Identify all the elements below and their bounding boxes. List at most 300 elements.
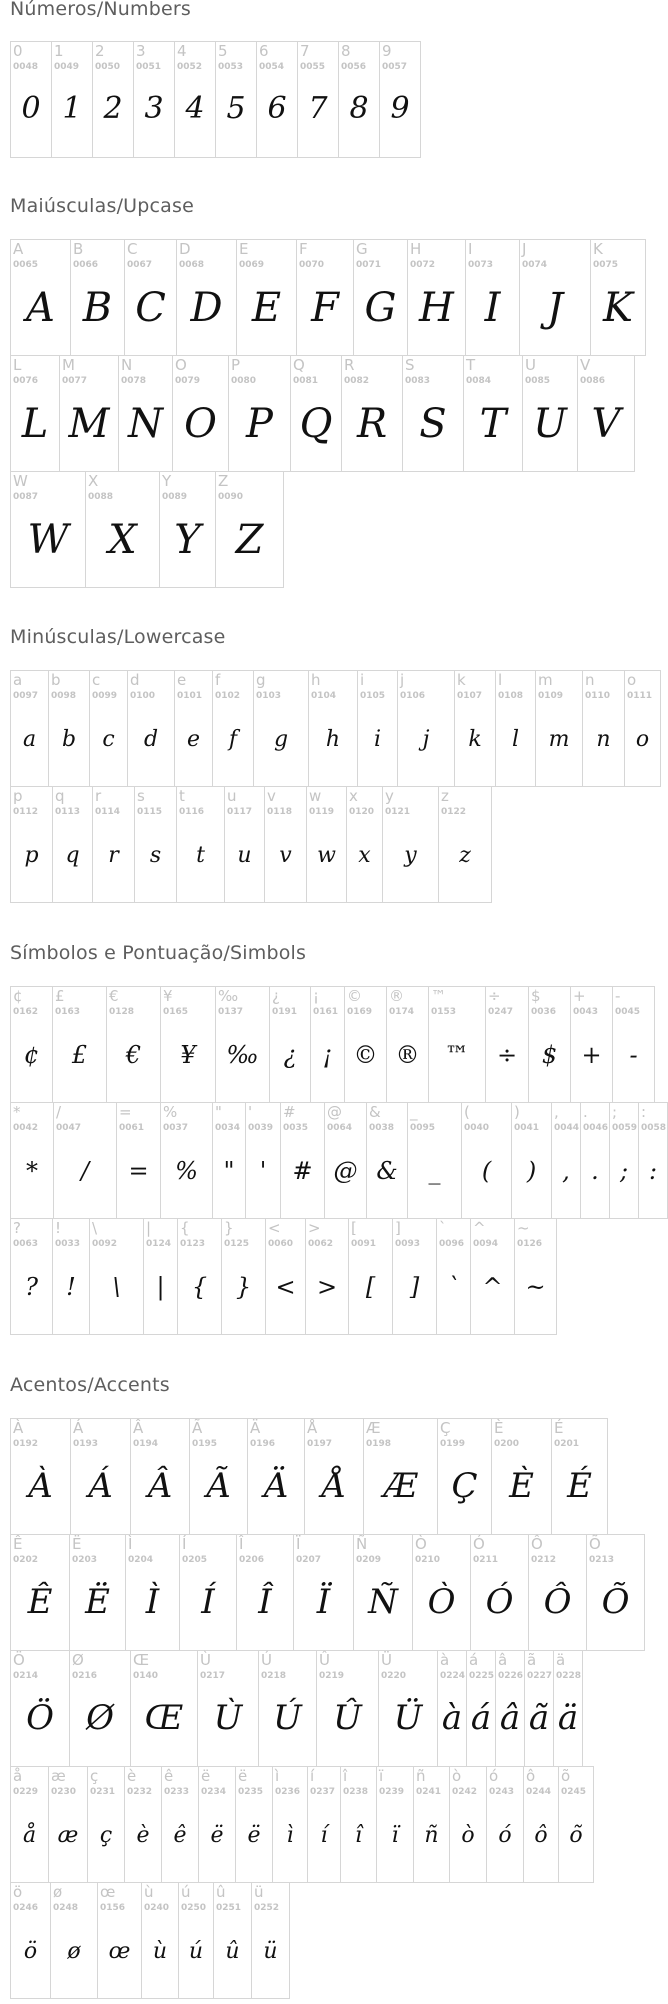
glyph-character-label: { [180,1219,190,1237]
glyph-code-label: 0202 [13,1555,39,1565]
glyph-code-label: 0040 [464,1123,490,1133]
glyph-character-label: N [121,356,133,374]
glyph-cell [179,1534,237,1651]
glyph-sample: J [546,285,564,331]
glyph-sample: r [108,843,119,868]
glyph-code-label: 0058 [641,1123,667,1133]
glyph-cell [290,355,342,472]
glyph-character-label: © [347,987,362,1005]
glyph-character-label: _ [410,1103,418,1121]
glyph-sample: _ [428,1157,441,1185]
glyph-sample: t [196,843,205,868]
glyph-cell [92,41,134,158]
glyph-character-label: ¡ [313,987,320,1005]
glyph-sample: l [511,727,520,752]
glyph-code-label: 0059 [612,1123,638,1133]
glyph-code-label: 0064 [327,1123,353,1133]
glyph-cell [316,1650,379,1767]
glyph-code-label: 0194 [133,1439,159,1449]
glyph-character-label: ê [164,1767,174,1785]
glyph-code-label: 0214 [13,1671,39,1681]
glyph-code-label: 0118 [267,807,293,817]
glyph-sample: U [533,401,567,447]
glyph-cell [590,239,646,356]
glyph-sample: k [468,727,482,752]
glyph-code-label: 0216 [72,1671,98,1681]
glyph-cell [10,670,49,787]
glyph-sample: R [356,401,388,447]
glyph-code-label: 0099 [92,691,118,701]
glyph-cell [612,986,655,1103]
glyph-cell [124,239,177,356]
glyph-cell [304,1418,364,1535]
glyph-character-label: ' [248,1103,253,1121]
glyph-sample: N [128,401,163,447]
glyph-cell [134,786,177,903]
glyph-cell [338,41,380,158]
accents-row-4 [10,1766,593,1883]
section-title-upcase: Maiúsculas/Upcase [10,195,195,217]
glyph-sample: / [80,1157,90,1185]
glyph-cell [212,1102,246,1219]
glyph-cell [174,41,216,158]
glyph-character-label: ô [526,1767,536,1785]
glyph-sample: { [191,1273,208,1301]
glyph-character-label: M [62,356,75,374]
glyph-code-label: 0213 [589,1555,615,1565]
glyph-cell [174,670,213,787]
glyph-cell [308,670,358,787]
glyph-sample: c [102,727,115,752]
glyph-cell [178,1882,214,1999]
glyph-character-label: : [641,1103,647,1121]
glyph-sample: \ [112,1273,121,1301]
glyph-code-label: 0195 [192,1439,218,1449]
glyph-code-label: 0094 [473,1239,499,1249]
glyph-sample: y [404,843,417,868]
glyph-character-label: T [466,356,476,374]
glyph-cell [87,1766,125,1883]
glyph-character-label: U [525,356,536,374]
glyph-sample: õ [569,1823,583,1848]
glyph-sample: £ [71,1041,88,1069]
glyph-character-label: Z [218,472,229,490]
glyph-cell [297,41,339,158]
glyph-cell [70,1418,131,1535]
glyph-code-label: 0080 [231,376,257,386]
glyph-code-label: 0246 [13,1903,39,1913]
glyph-cell [224,786,265,903]
glyph-code-label: 0055 [300,62,326,72]
glyph-code-label: 0124 [146,1239,172,1249]
glyph-cell [402,355,464,472]
glyph-character-label: s [137,787,145,805]
glyph-character-label: Ù [200,1651,211,1669]
glyph-character-label: Î [239,1535,244,1553]
glyph-code-label: 0105 [360,691,386,701]
glyph-cell [89,670,128,787]
glyph-sample: Ï [316,1582,331,1622]
glyph-code-label: 0052 [177,62,203,72]
glyph-cell [51,41,93,158]
glyph-code-label: 0218 [261,1671,287,1681]
glyph-sample: z [459,843,471,868]
glyph-sample: ™ [445,1041,469,1069]
glyph-code-label: 0088 [88,492,114,502]
glyph-cell [69,1650,131,1767]
glyph-sample: L [21,401,49,447]
glyph-cell [397,670,455,787]
glyph-character-label: î [343,1767,348,1785]
glyph-sample: å [22,1823,37,1848]
section-title-lowercase: Minúsculas/Lowercase [10,626,226,648]
glyph-character-label: ^ [473,1219,486,1237]
glyph-character-label: ú [181,1883,191,1901]
glyph-code-label: 0169 [347,1007,373,1017]
glyph-character-label: Ç [440,1419,451,1437]
glyph-sample: . [591,1157,599,1185]
glyph-cell [438,786,492,903]
glyph-character-label: z [441,787,449,805]
glyph-sample: æ [57,1823,79,1848]
glyph-code-label: 0210 [415,1555,441,1565]
glyph-character-label: ` [439,1219,447,1237]
glyph-code-label: 0250 [181,1903,207,1913]
glyph-sample: * [26,1157,38,1185]
glyph-cell [236,239,297,356]
glyph-code-label: 0067 [127,260,153,270]
glyph-cell [258,1650,317,1767]
glyph-character-label: d [130,671,140,689]
glyph-character-label: i [360,671,365,689]
glyph-sample: I [484,285,501,331]
glyph-sample: e [186,727,201,752]
glyph-character-label: H [410,240,422,258]
glyph-character-label: K [593,240,603,258]
glyph-character-label: ¿ [272,987,280,1005]
glyph-code-label: 0051 [136,62,162,72]
glyph-sample: 8 [349,91,369,126]
glyph-character-label: ( [464,1103,470,1121]
glyph-sample: s [149,843,162,868]
glyph-sample: û [225,1939,240,1964]
glyph-character-label: J [522,240,527,258]
glyph-code-label: 0037 [163,1123,189,1133]
glyph-character-label: È [494,1419,504,1437]
glyph-character-label: b [51,671,61,689]
glyph-character-label: í [310,1767,315,1785]
glyph-character-label: ~ [517,1219,530,1237]
glyph-character-label: à [440,1651,450,1669]
glyph-code-label: 0234 [201,1787,227,1797]
glyph-cell [53,1102,117,1219]
glyph-code-label: 0054 [259,62,285,72]
glyph-sample: : [648,1157,658,1185]
glyph-cell [449,1766,487,1883]
glyph-cell [437,1418,492,1535]
glyph-cell [10,239,71,356]
glyph-cell [130,1418,190,1535]
glyph-cell [50,1882,98,1999]
glyph-code-label: 0235 [238,1787,264,1797]
glyph-code-label: 0097 [13,691,39,701]
glyph-cell [118,355,173,472]
glyph-character-label: \ [92,1219,98,1237]
glyph-cell [344,986,387,1103]
glyph-sample: F [311,285,339,331]
glyph-sample: m [548,727,570,752]
glyph-sample: ä [557,1698,579,1738]
glyph-cell [189,1418,248,1535]
glyph-cell [609,1102,639,1219]
glyph-sample: ‰ [226,1041,259,1069]
glyph-sample: í [320,1823,328,1848]
upcase-row-2 [10,355,634,472]
glyph-code-label: 0206 [239,1555,265,1565]
glyph-character-label: è [127,1767,137,1785]
glyph-cell [551,1102,581,1219]
glyph-code-label: 0219 [319,1671,345,1681]
glyph-character-label: Ë [72,1535,82,1553]
glyph-code-label: 0038 [369,1123,395,1133]
glyph-sample: ; [619,1157,629,1185]
glyph-code-label: 0091 [351,1239,377,1249]
glyph-sample: ø [67,1939,81,1964]
glyph-cell [535,670,583,787]
glyph-cell [70,239,125,356]
glyph-sample: $ [541,1041,558,1069]
glyph-character-label: k [457,671,466,689]
glyph-code-label: 0196 [250,1439,276,1449]
glyph-cell [265,1218,306,1335]
glyph-cell [198,1766,236,1883]
glyph-sample: , [562,1157,570,1185]
glyph-character-label: Â [133,1419,144,1437]
glyph-sample: P [246,401,273,447]
glyph-cell [357,670,398,787]
glyph-character-label: ! [55,1219,62,1237]
glyph-character-label: Ü [381,1651,392,1669]
glyph-sample: Õ [601,1582,630,1622]
glyph-cell [197,1650,259,1767]
glyph-sample: 3 [144,91,164,126]
glyph-sample: á [470,1698,492,1738]
glyph-cell [392,1218,437,1335]
glyph-code-label: 0241 [416,1787,442,1797]
glyph-sample: è [136,1823,150,1848]
glyph-character-label: W [13,472,28,490]
glyph-cell [10,986,53,1103]
glyph-character-label: Ó [473,1535,485,1553]
glyph-sample: ù [152,1939,168,1964]
glyph-cell [212,670,254,787]
glyph-sample: Â [147,1466,173,1506]
glyph-code-label: 0084 [466,376,492,386]
glyph-sample: 6 [267,91,287,126]
glyph-sample: 7 [308,91,328,126]
glyph-character-label: # [283,1103,296,1121]
glyph-cell [511,1102,552,1219]
glyph-character-label: æ [51,1767,66,1785]
glyph-sample: | [156,1273,165,1301]
glyph-cell [437,1650,467,1767]
glyph-character-label: g [256,671,266,689]
lowercase-row-1 [10,670,660,787]
glyph-sample: Í [201,1582,215,1622]
glyph-code-label: 0205 [182,1555,208,1565]
glyph-character-label: € [109,987,119,1005]
glyph-sample: q [65,843,80,868]
glyph-code-label: 0078 [121,376,147,386]
glyph-code-label: 0251 [216,1903,242,1913]
glyph-character-label: ) [514,1103,520,1121]
glyph-sample: œ [108,1939,131,1964]
glyph-code-label: 0243 [489,1787,515,1797]
glyph-sample: ó [498,1823,512,1848]
glyph-character-label: o [627,671,637,689]
glyph-sample: Ë [85,1582,110,1622]
glyph-sample: ¿ [283,1041,297,1069]
glyph-character-label: m [538,671,553,689]
glyph-code-label: 0083 [405,376,431,386]
glyph-sample: b [61,727,77,752]
glyph-cell [10,1882,51,1999]
glyph-character-label: 5 [218,42,228,60]
glyph-cell [485,986,529,1103]
glyph-cell [341,355,403,472]
glyph-cell [293,1534,354,1651]
glyph-sample: Ö [26,1698,54,1738]
glyph-code-label: 0075 [593,260,619,270]
glyph-code-label: 0204 [128,1555,154,1565]
glyph-cell [52,786,93,903]
glyph-cell [253,670,309,787]
glyph-cell [310,986,345,1103]
glyph-code-label: 0128 [109,1007,135,1017]
glyph-code-label: 0198 [366,1439,392,1449]
glyph-cell [366,1102,408,1219]
glyph-code-label: 0192 [13,1439,39,1449]
glyph-cell [296,239,354,356]
glyph-code-label: 0049 [54,62,80,72]
glyph-code-label: 0242 [452,1787,478,1797]
glyph-cell [412,1534,471,1651]
glyph-sample: W [27,517,69,563]
glyph-code-label: 0224 [440,1671,466,1681]
glyph-code-label: 0104 [311,691,337,701]
glyph-sample: ì [286,1823,294,1848]
glyph-sample: O [184,401,217,447]
accents-row-3 [10,1650,582,1767]
glyph-character-label: ; [612,1103,618,1121]
glyph-sample: Ç [451,1466,478,1506]
glyph-sample: î [354,1823,363,1848]
glyph-character-label: > [308,1219,321,1237]
glyph-character-label: ã [527,1651,537,1669]
glyph-code-label: 0240 [144,1903,170,1913]
glyph-character-label: e [177,671,187,689]
glyph-sample: ç [99,1823,113,1848]
glyph-code-label: 0217 [200,1671,226,1681]
glyph-character-label: ç [90,1767,99,1785]
glyph-sample: - [629,1041,638,1069]
glyph-sample: ¥ [180,1041,196,1069]
glyph-character-label: Ò [415,1535,427,1553]
glyph-sample: 1 [62,91,82,126]
glyph-cell [48,1766,88,1883]
glyph-code-label: 0113 [55,807,81,817]
glyph-sample: Œ [144,1698,184,1738]
glyph-character-label: V [580,356,591,374]
glyph-cell [553,1650,583,1767]
glyph-code-label: 0043 [573,1007,599,1017]
glyph-character-label: ó [489,1767,499,1785]
glyph-code-label: 0077 [62,376,88,386]
glyph-sample: & [376,1157,398,1185]
glyph-cell [522,355,578,472]
glyph-sample: ë [247,1823,261,1848]
glyph-cell [215,471,284,588]
glyph-character-label: G [356,240,368,258]
glyph-character-label: œ [100,1883,116,1901]
glyph-character-label: 2 [95,42,105,60]
glyph-code-label: 0137 [218,1007,244,1017]
glyph-code-label: 0237 [310,1787,336,1797]
upcase-row-1 [10,239,645,356]
glyph-code-label: 0072 [410,260,436,270]
glyph-sample: ' [259,1157,267,1185]
glyph-character-label: 3 [136,42,146,60]
glyph-code-label: 0070 [299,260,325,270]
glyph-cell [52,1218,90,1335]
glyph-code-label: 0101 [177,691,203,701]
glyph-character-label: Ä [250,1419,261,1437]
glyph-code-label: 0092 [92,1239,118,1249]
glyph-cell [470,1534,529,1651]
glyph-sample: + [581,1041,602,1069]
glyph-character-label: } [224,1219,234,1237]
glyph-character-label: f [215,671,221,689]
glyph-character-label: 7 [300,42,310,60]
glyph-cell [466,1650,496,1767]
glyph-sample: Ê [27,1582,53,1622]
glyph-cell [177,1218,222,1335]
glyph-character-label: ò [452,1767,462,1785]
glyph-code-label: 0230 [51,1787,77,1797]
glyph-cell [10,1534,70,1651]
glyph-cell [59,355,119,472]
glyph-cell [92,786,135,903]
glyph-cell [382,786,439,903]
glyph-code-label: 0033 [55,1239,81,1249]
glyph-cell [407,239,466,356]
glyph-cell [235,1766,273,1883]
glyph-sample: ] [409,1273,420,1301]
glyph-cell [624,670,661,787]
glyph-code-label: 0163 [55,1007,81,1017]
glyph-sample: ® [395,1041,420,1069]
glyph-character-label: £ [55,987,65,1005]
glyph-cell [580,1102,610,1219]
glyph-character-label: Æ [366,1419,381,1437]
glyph-code-label: 0232 [127,1787,153,1797]
glyph-character-label: Õ [589,1535,601,1553]
glyph-code-label: 0209 [356,1555,382,1565]
glyph-cell [386,986,429,1103]
glyph-cell [97,1882,142,1999]
glyph-cell [10,1766,49,1883]
glyph-character-label: v [267,787,276,805]
